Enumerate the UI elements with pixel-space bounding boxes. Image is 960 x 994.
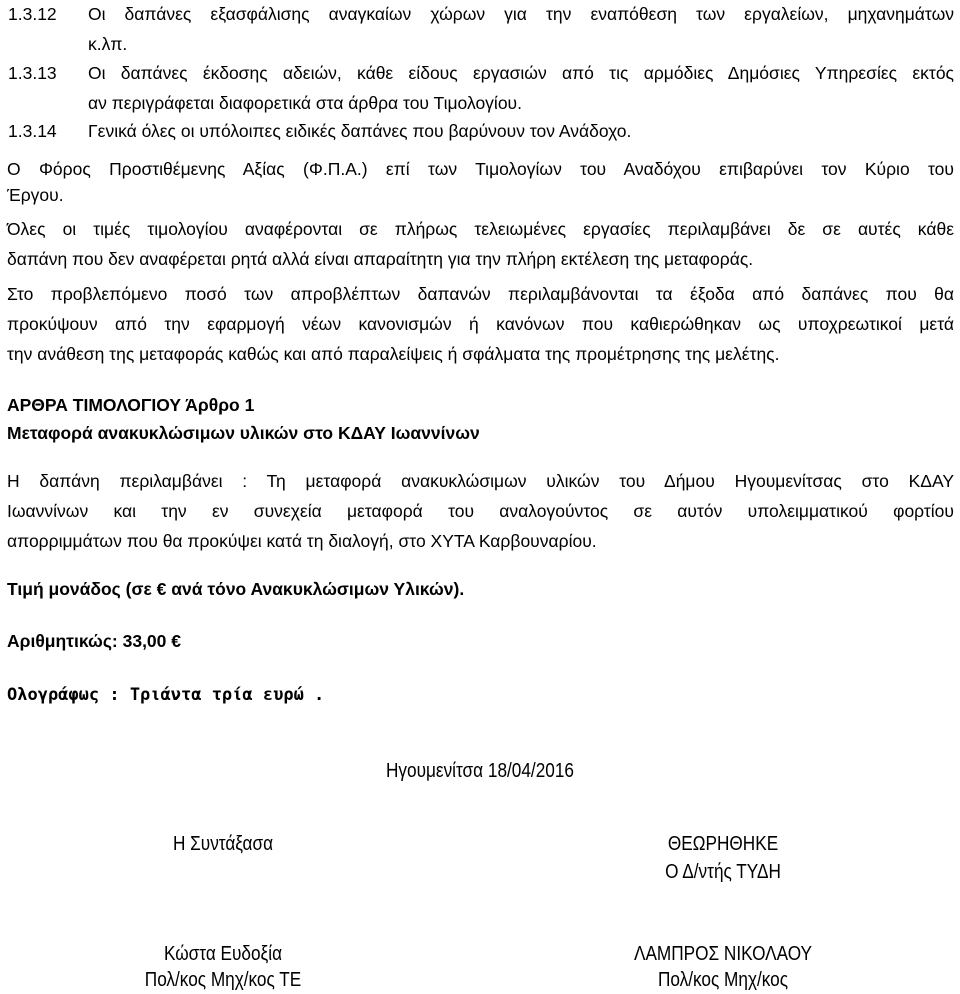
article-title: Μεταφορά ανακυκλώσιμων υλικών στο ΚΔΑΥ Ιωαννίνων [7, 423, 480, 443]
signature-right-role2: Ο Δ/ντής ΤΥΔΗ [665, 861, 781, 883]
clause-text-line1: Οι δαπάνες έκδοσης αδειών, κάθε είδους εργασιών από τις αρμόδιες Δημόσιες Υπηρεσίες εκτός [88, 63, 954, 83]
signature-left-name: Κώστα Ευδοξία [163, 943, 283, 965]
prices-note-line1: Όλες οι τιμές τιμολογίου αναφέρονται σε πλήρως τελειωμένες εργασίες περιλαμβάνει δε σε αυτές κάθε [7, 219, 954, 239]
clause-number: 1.3.13 [8, 63, 57, 83]
price-in-words: Ολογράφως : Τριάντα τρία ευρώ . [7, 685, 325, 705]
vat-note-line1: Ο Φόρος Προστιθέμενης Αξίας (Φ.Π.Α.) επί των Τιμολογίων του Αναδόχου επιβαρύνει τον Κύριο του [7, 159, 954, 179]
clause-text-line1: Γενικά όλες οι υπόλοιπες ειδικές δαπάνες που βαρύνουν τον Ανάδοχο. [88, 121, 632, 141]
clause-1-3-14 [8, 116, 954, 146]
prices-note [7, 214, 954, 274]
contingency-note-line2: προκύψουν από την εφαρμογή νέων κανονισμών ή κανόνων που καθιερώθηκαν ως υποχρεωτικοί μετά [7, 314, 954, 334]
clause-text-line1: Οι δαπάνες εξασφάλισης αναγκαίων χώρων για την εναπόθεση των εργαλείων, μηχανημάτων [88, 4, 954, 24]
signature-left-title: Πολ/κος Μηχ/κος ΤΕ [144, 969, 302, 991]
signature-right-title: Πολ/κος Μηχ/κος [657, 969, 788, 991]
article-heading: ΑΡΘΡΑ ΤΙΜΟΛΟΓΙΟΥ Άρθρο 1 [7, 395, 255, 415]
vat-note-line2: Έργου. [7, 185, 64, 205]
clause-1-3-12 [8, 0, 954, 59]
article-description-line1: Η δαπάνη περιλαμβάνει : Τη μεταφορά ανακυκλώσιμων υλικών του Δήμου Ηγουμενίτσας στο ΚΔΑΥ [7, 471, 954, 491]
place-date: Ηγουμενίτσα 18/04/2016 [386, 760, 574, 782]
article-description-line3: απορριμμάτων που θα προκύψει κατά τη διαλογή, στο ΧΥΤΑ Καρβουναρίου. [7, 531, 597, 551]
clause-number: 1.3.14 [8, 121, 57, 141]
article-description-line2: Ιωαννίνων και την εν συνεχεία μεταφορά του αναλογούντος σε αυτόν υπολειμματικού φορτίου [7, 501, 954, 521]
article-description [7, 466, 954, 556]
contingency-note [7, 279, 954, 369]
clause-1-3-13 [8, 58, 954, 118]
signature-left-role: Η Συντάξασα [172, 833, 274, 855]
clause-text-line2: κ.λπ. [88, 34, 128, 54]
clause-number: 1.3.12 [8, 4, 57, 24]
numeric-price: Αριθμητικώς: 33,00 € [7, 631, 181, 651]
clause-text-line2: αν περιγράφεται διαφορετικά στα άρθρα του Τιμολογίου. [88, 93, 522, 113]
vat-note [7, 154, 954, 206]
signature-right-role: ΘΕΩΡΗΘΗΚΕ [667, 833, 779, 855]
contingency-note-line1: Στο προβλεπόμενο ποσό των απροβλέπτων δαπανών περιλαμβάνονται τα έξοδα από δαπάνες που θα [7, 284, 954, 304]
contingency-note-line3: την ανάθεση της μεταφοράς καθώς και από παραλείψεις ή σφάλματα της προμέτρησης της μελέτης. [7, 344, 780, 364]
prices-note-line2: δαπάνη που δεν αναφέρεται ρητά αλλά είναι απαραίτητη για την πλήρη εκτέλεση της μεταφοράς. [7, 249, 754, 269]
unit-price-label: Τιμή μονάδος (σε € ανά τόνο Ανακυκλώσιμων Υλικών). [7, 579, 465, 599]
signature-right-name: ΛΑΜΠΡΟΣ ΝΙΚΟΛΑΟΥ [633, 943, 813, 965]
